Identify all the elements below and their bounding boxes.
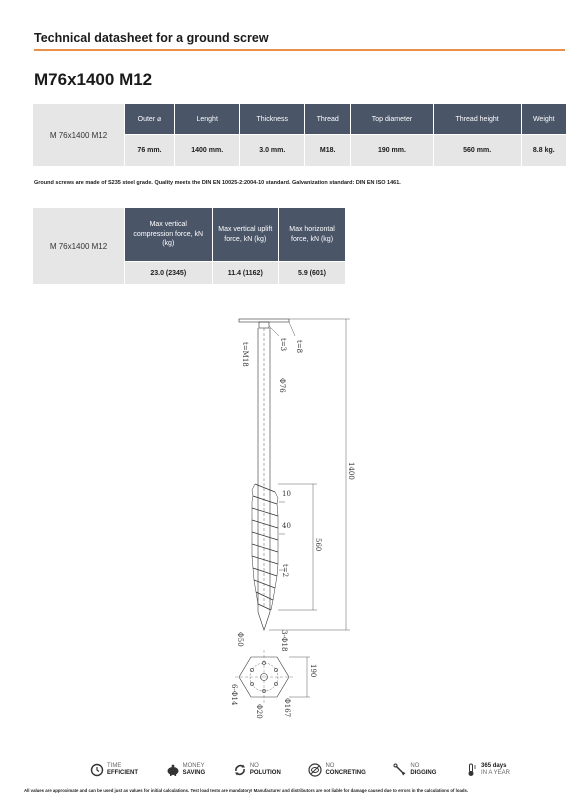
flange-plate: [239, 319, 289, 322]
header-horizontal-force: Max horizontal force, kN (kg): [279, 208, 346, 262]
bolt-hole-6: [250, 668, 253, 671]
header-length: Lenght: [174, 104, 239, 135]
label-m18: t=M18: [241, 342, 249, 367]
value-length: 1400 mm.: [174, 135, 239, 167]
label-phi50: Φ50: [236, 632, 244, 647]
nut: [259, 322, 269, 328]
benefit-digging-line2: DIGGING: [410, 770, 437, 776]
label-3-phi18: 3-Φ18: [280, 630, 288, 652]
benefit-money-line1: MONEY: [182, 763, 205, 770]
value-top-diameter: 190 mm.: [351, 135, 433, 167]
benefit-time-line1: TIME: [107, 763, 122, 770]
benefit-money: [166, 760, 206, 780]
label-1400: 1400: [347, 462, 355, 480]
label-190: 190: [309, 664, 317, 678]
benefit-year-line2: IN A YEAR: [481, 770, 510, 776]
benefit-money-line2: SAVING: [182, 770, 206, 776]
loads-table: [32, 207, 346, 285]
header-uplift-force: Max vertical uplift force, kN (kg): [212, 208, 279, 262]
header-thickness: Thickness: [240, 104, 305, 135]
screw-tip: [258, 612, 270, 630]
label-phi167: Φ167: [283, 698, 291, 718]
header-weight: Weight: [521, 104, 566, 135]
value-thread-height: 560 mm.: [433, 135, 521, 167]
header-top-diameter: Top diameter: [351, 104, 433, 135]
benefit-pollution-line2: POLUTION: [249, 770, 281, 776]
value-weight: 8.8 kg.: [521, 135, 566, 167]
benefit-digging: [393, 760, 436, 780]
benefit-year: [464, 760, 510, 780]
value-uplift-force: 11.4 (1162): [212, 262, 279, 285]
value-thread: M18.: [305, 135, 351, 167]
technical-drawing: [225, 312, 365, 722]
benefit-time: [90, 760, 138, 780]
header-thread-height: Thread height: [433, 104, 521, 135]
dimensions-table: [32, 103, 567, 167]
benefits-row: [90, 760, 510, 780]
header-thread: Thread: [305, 104, 351, 135]
header-compression-force: Max vertical compression force, kN (kg): [125, 208, 213, 262]
material-note: Ground screws are made of S235 steel grade. Quality meets the DIN EN 10025-2:2004-10 standard. Galvanization standard: DIN EN ISO 1461.: [34, 180, 401, 186]
benefit-year-line1: 365 days: [481, 763, 507, 770]
label-6-phi14: 6-Φ14: [230, 684, 238, 706]
thermometer-icon: [464, 763, 478, 777]
value-thickness: 3.0 mm.: [240, 135, 305, 167]
label-phi76: Φ76: [278, 378, 286, 393]
value-outer-diameter: 76 mm.: [125, 135, 175, 167]
label-phi20: Φ20: [255, 704, 263, 719]
benefit-digging-line1: NO: [410, 763, 420, 770]
header-rule: [34, 49, 565, 51]
label-t2: t=2: [281, 564, 289, 578]
product-title: M76x1400 M12: [34, 70, 153, 89]
label-t8: t=8: [295, 340, 303, 354]
bolt-hole-2: [274, 668, 277, 671]
recycle-icon: [233, 763, 247, 777]
footer-disclaimer: All values are approximate and can be used just as values for initial calculations. Test load tests are mandatory! Manufacturer and distributors are not liable for damage caused due to errors in the calculations of loads.: [24, 788, 469, 793]
header-outer-diameter: Outer ⌀: [125, 104, 175, 135]
benefit-concreting-line2: CONCRETING: [325, 770, 366, 776]
leader-t3: [269, 326, 279, 336]
label-t3: t=3: [279, 338, 287, 352]
value-compression-force: 23.0 (2345): [125, 262, 213, 285]
shovel-icon: [393, 763, 407, 777]
benefit-concreting-line1: NO: [325, 763, 335, 770]
piggy-bank-icon: [166, 763, 180, 777]
leader-t8: [289, 322, 295, 336]
value-horizontal-force: 5.9 (601): [279, 262, 346, 285]
label-560: 560: [314, 538, 322, 552]
table1-product-name: M 76x1400 M12: [33, 104, 125, 167]
benefit-time-line2: EFFICIENT: [107, 770, 138, 776]
label-40: 40: [282, 522, 291, 530]
header-title: Technical datasheet for a ground screw: [34, 31, 269, 45]
benefit-pollution: [233, 760, 281, 780]
benefit-concreting: [308, 760, 365, 780]
benefit-pollution-line1: NO: [249, 763, 259, 770]
concrete-mixer-icon: [308, 763, 322, 777]
clock-icon: [90, 763, 104, 777]
label-10: 10: [282, 490, 291, 498]
table2-product-name: M 76x1400 M12: [33, 208, 125, 285]
